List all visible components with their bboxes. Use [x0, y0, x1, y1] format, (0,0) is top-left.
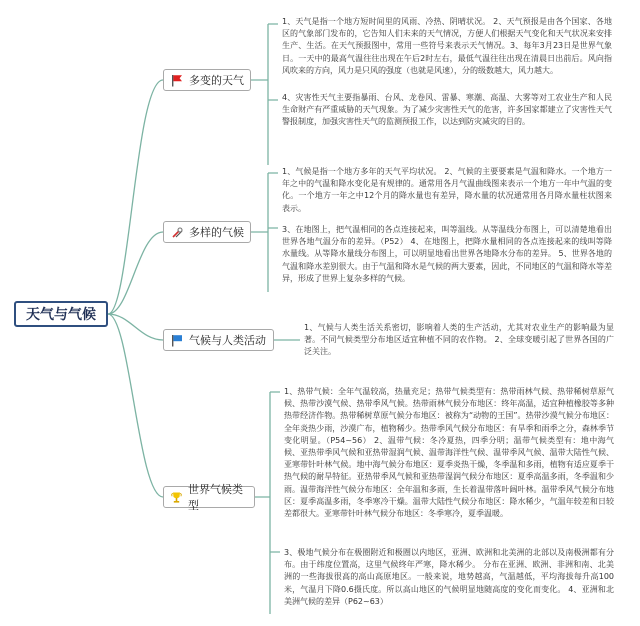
branch-human-activity[interactable]: [163, 329, 274, 351]
branch-label: 多变的天气: [189, 74, 244, 87]
branch-label: 多样的气候: [189, 226, 244, 239]
link-types-notes: [255, 392, 280, 614]
link-climate-notes: [251, 173, 278, 292]
note-weather-2: 4、灾害性天气主要指暴雨、台风、龙卷风、雷暴、寒潮、高温、大雾等对工农业生产和人民生命财产有严重威胁的天气现象。为了减少灾害性天气的危害，许多国家都建立了灾害性天气警报制度，加强灾害性天气的监测预报工作，以达到防灾减灾的目的。: [282, 93, 612, 127]
note-climate-2: 3、在地图上，把气温相同的各点连接起来，叫等温线。从等温线分布图上，可以清楚地看出世界各地气温分布的差异。（P52） 4、在地图上，把降水量相同的各点连接起来的线叫等降水量线。从等降水量线分布图上，可以明显地看出世界各地降水分布的差异。 5、世界各地的气温和降水差别很大。由于气温和降水是气候的两大要素，因此，不同地区的气温和降水等差异，形成了世界上复杂多样的气候。: [282, 225, 612, 283]
branch-climate[interactable]: [163, 221, 251, 243]
root-node[interactable]: [14, 301, 108, 327]
branch-weather[interactable]: [163, 69, 251, 91]
blue-flag-icon: [170, 333, 184, 347]
note-human-1: 1、气候与人类生活关系密切，影响着人类的生产活动，尤其对农业生产的影响最为显著。不同气候类型分布地区适宜种植不同的农作物。 2、全球变暖引起了世界各国的广泛关注。: [304, 323, 614, 357]
trophy-icon: [170, 490, 183, 504]
branch-label: 气候与人类活动: [189, 334, 266, 347]
root-label: 天气与气候: [26, 307, 96, 323]
branch-label: 世界气候类型: [188, 483, 243, 512]
link-root-human: [108, 314, 163, 340]
branch-climate-types[interactable]: [163, 483, 255, 512]
link-root-weather: [108, 80, 163, 314]
note-types-1: 1、热带气候：全年气温较高，热量充足；热带气候类型有：热带雨林气候、热带稀树草原气候、热带沙漠气候、热带季风气候。热带雨林气候分布地区：终年高温，适宜种植橡胶等多种热带经济作物。热带稀树草原气候分布地区：被称为“动物的王国”。热带沙漠气候分布地区：全年炎热少雨，沙漠广布，植物稀少。热带季风气候分布地区：有旱季和雨季之分，森林季节变化明显。（P54~56） 2、温带气候：冬冷夏热，四季分明；温带气候类型有：地中海气候、亚热带季风气候和亚热带湿润气候、温带海洋性气候、温带季风气候、温带大陆性气候、亚寒带针叶林气候。地中海气候分布地区：夏季炎热干燥，冬季温和多雨，植物有适应夏季干热气候的耐旱特征。亚热带季风气候和亚热带湿润气候分布地区：夏季高温多雨，冬季温和少雨。温带海洋性气候分布地区：全年温和多雨，生长着温带落叶阔叶林。温带季风气候分布地区：夏季高温多雨，冬季寒冷干燥。温带大陆性气候分布地区：降水稀少，气温年较差和日较差都很大。亚寒带针叶林气候分布地区：冬季寒冷，夏季温暖。: [284, 387, 614, 519]
note-types-2: 3、极地气候分布在极圈附近和极圈以内地区，亚洲、欧洲和北美洲的北部以及南极洲都有分布。由于纬度位置高，这里气候终年严寒，降水稀少。 分布在亚洲、欧洲、非洲和南、北美洲的一些海拔很高的高山高原地区。一般来说，地势越高，气温越低，平均海拔每升高100米，气温月下降0.6摄氏度。所以高山地区的气候明显地随高度的变化而变化。 4、亚洲和北美洲气候的差异（P62~63）: [284, 548, 614, 606]
note-climate-1: 1、气候是指一个地方多年的天气平均状况。 2、气候的主要要素是气温和降水。一个地方一年之中的气温和降水变化是有规律的。通常用各月气温曲线图来表示一个地方一年中气温的变化。一个地方一年之中12个月的降水量也有差异，降水量的状况通常用各月降水量柱状图来表示。: [282, 167, 612, 213]
red-flag-icon: [170, 73, 184, 87]
link-weather-notes: [251, 24, 278, 165]
note-weather-1: 1、天气是指一个地方短时间里的风雨、冷热、阴晴状况。 2、天气预报是由各个国家、各地区的气象部门发布的，它告知人们未来的天气情况，方便人们根据天气变化和天气状况来安排生产、生活。在天气预报图中，常用一些符号来表示天气情况。3、每年3月23日是世界气象日。一天中的最高气温往往出现在午后2时左右，最低气温往往出现在清晨日出前后。风向指风吹来的方向，风力是只风的强度（也就是风速），分的级数越大，风力越大。: [282, 17, 612, 75]
tools-icon: [170, 225, 184, 239]
link-root-types: [108, 314, 163, 497]
